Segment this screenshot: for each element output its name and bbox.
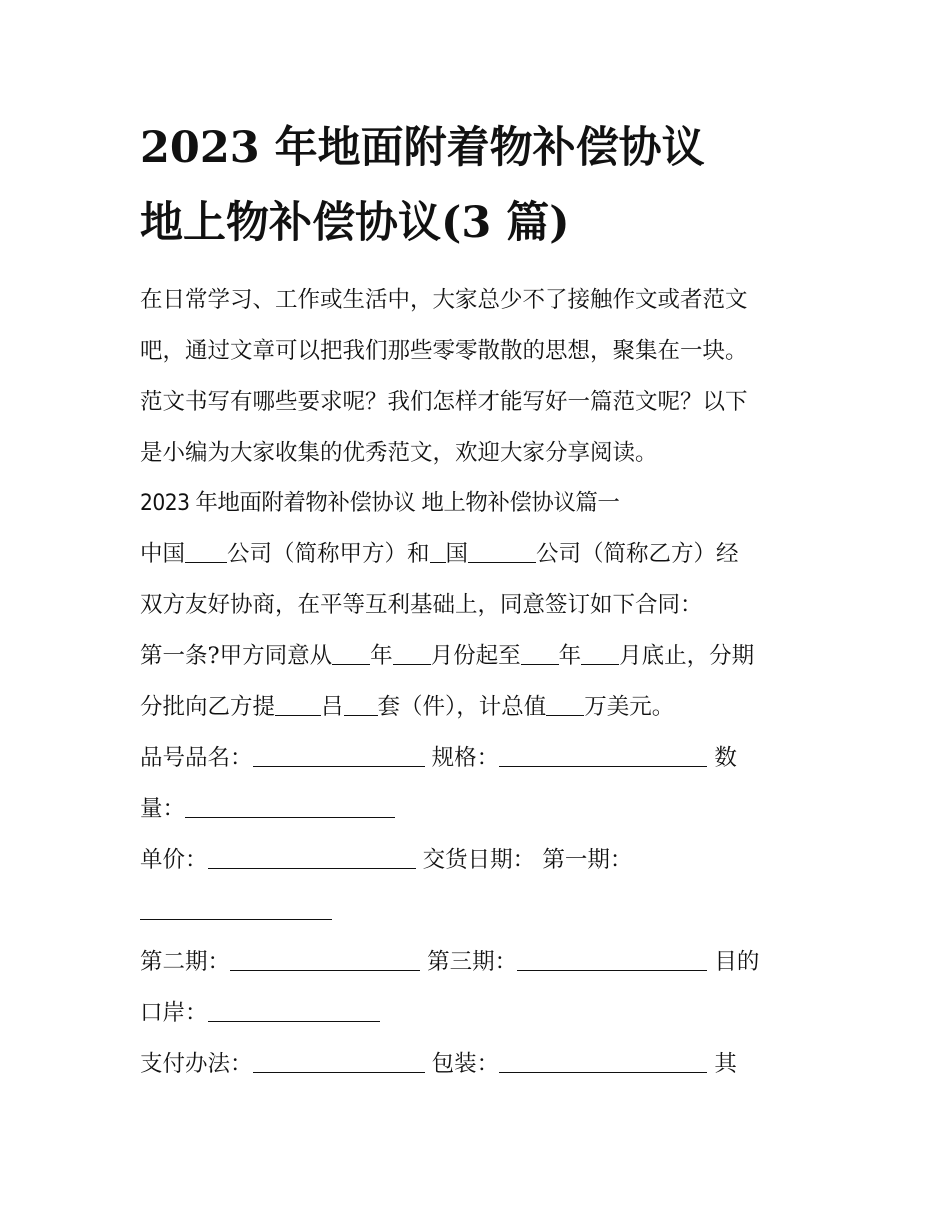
- body-text: 吕: [321, 694, 344, 720]
- field-label: 第一期：: [542, 847, 633, 873]
- blank-field: [185, 540, 227, 563]
- field-label: 数: [714, 745, 737, 771]
- field-label: 量：: [140, 796, 186, 822]
- field-label: 单价：: [140, 847, 208, 873]
- blank-field: [499, 744, 707, 767]
- blank-field: [208, 999, 380, 1022]
- body-text: 月底止，分期: [619, 643, 755, 669]
- blank-field: [185, 795, 395, 818]
- blank-field: [430, 540, 446, 563]
- body-line-article-1: [140, 631, 830, 682]
- intro-line: 范文书写有哪些要求呢？我们怎样才能写好一篇范文呢？以下: [140, 389, 748, 415]
- body-text: 第一条?甲方同意从: [140, 643, 333, 669]
- body-text: 年: [370, 643, 393, 669]
- field-label: 交货日期：: [422, 847, 536, 873]
- body-text: 万美元。: [584, 694, 675, 720]
- document-title-line-2: 地上物补偿协议(3 篇): [140, 198, 570, 248]
- field-label: 其: [714, 1051, 737, 1077]
- body-line-product: [140, 733, 830, 784]
- body-text: 公司（简称甲方）和: [227, 541, 430, 567]
- field-label: 口岸：: [140, 1000, 208, 1026]
- field-label: 支付办法：: [140, 1051, 253, 1077]
- body-text: 套（件），计总值: [377, 694, 547, 720]
- body-text: 公司（简称乙方）经: [536, 541, 739, 567]
- intro-line: 是小编为大家收集的优秀范文，欢迎大家分享阅读。: [140, 440, 658, 466]
- blank-field: [275, 693, 321, 716]
- body-line-blank: [140, 886, 830, 937]
- blank-field: [140, 897, 332, 920]
- body-line-periods: [140, 937, 830, 988]
- body-text: 国: [445, 541, 469, 567]
- field-label: 包装：: [431, 1051, 500, 1077]
- blank-field: [253, 1050, 425, 1073]
- body-line-quantity: [140, 682, 830, 733]
- blank-field: [208, 846, 416, 869]
- body-text: 中国: [140, 541, 186, 567]
- body-line-port: [140, 988, 830, 1039]
- blank-field: [344, 693, 378, 716]
- body-line: 双方友好协商，在平等互利基础上，同意签订如下合同：: [140, 592, 703, 618]
- blank-field: [517, 948, 707, 971]
- intro-line: 吧，通过文章可以把我们那些零零散散的思想，聚集在一块。: [140, 338, 748, 364]
- body-text: 年: [558, 643, 582, 669]
- blank-field: [521, 642, 559, 665]
- blank-field: [230, 948, 420, 971]
- blank-field: [332, 642, 370, 665]
- section-heading: 2023 年地面附着物补偿协议 地上物补偿协议篇一: [140, 490, 620, 516]
- blank-field: [393, 642, 431, 665]
- body-line-payment: [140, 1039, 830, 1090]
- field-label: 第二期：: [140, 949, 231, 975]
- intro-paragraph: [140, 275, 830, 479]
- intro-line: 在日常学习、工作或生活中，大家总少不了接触作文或者范文: [140, 287, 748, 313]
- blank-field: [546, 693, 584, 716]
- field-label: 规格：: [431, 745, 500, 771]
- body-text: 分批向乙方提: [140, 694, 276, 720]
- blank-field: [253, 744, 425, 767]
- body-text: 月份起至: [430, 643, 521, 669]
- blank-field: [499, 1050, 707, 1073]
- contract-body: [140, 529, 830, 1090]
- field-label: 第三期：: [427, 949, 518, 975]
- field-label: 目的: [714, 949, 760, 975]
- body-line-amount: [140, 784, 830, 835]
- blank-field: [468, 540, 536, 563]
- blank-field: [581, 642, 619, 665]
- body-line-price: [140, 835, 830, 886]
- document-title-line-1: 2023 年地面附着物补偿协议: [140, 123, 705, 173]
- body-line-parties: [140, 529, 830, 580]
- field-label: 品号品名：: [140, 745, 253, 771]
